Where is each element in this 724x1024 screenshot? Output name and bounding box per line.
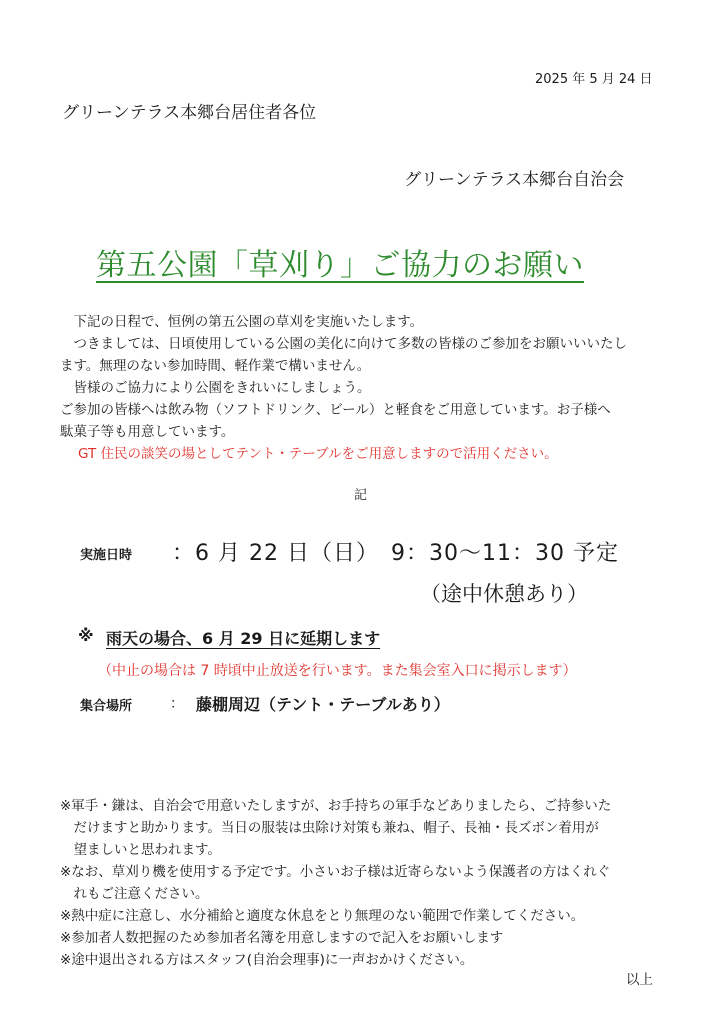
note-line: ※軍手・鎌は、自治会で用意いたしますが、お手持ちの軍手などありましたら、ご持参いた (60, 798, 612, 814)
document-date: 2025 年 5 月 24 日 (535, 72, 653, 87)
body-line: 皆様のご協力により公園をきれいにしましょう。 (60, 380, 371, 396)
addressee: グリーンテラス本郷台居住者各位 (62, 103, 317, 123)
note-line: れもご注意ください。 (60, 886, 209, 902)
body-line: ご参加の皆様へは飲み物（ソフトドリンク、ビール）と軽食をご用意しています。お子様へ (60, 402, 611, 418)
place-colon: ： (170, 696, 184, 712)
note-line: ※途中退出される方はスタッフ(自治会理事)に一声おかけください。 (60, 952, 474, 968)
body-line: つきましては、日頃使用している公園の美化に向けて多数の皆様のご参加をお願いいいたし (60, 336, 627, 352)
note-line: ※なお、草刈り機を使用する予定です。小さいお子様は近寄らないよう保護者の方はくれぐ (60, 864, 611, 880)
body-line: 駄菓子等も用意しています。 (60, 424, 235, 440)
break-note: （途中休憩あり） (420, 582, 588, 606)
cancel-note: （中止の場合は 7 時頃中止放送を行います。また集会室入口に掲示します） (98, 663, 577, 679)
body-line: 下記の日程で、恒例の第五公園の草刈を実施いたします。 (60, 314, 424, 330)
sender: グリーンテラス本郷台自治会 (404, 170, 625, 190)
closing: 以上 (626, 972, 653, 988)
note-line: ※参加者人数把握のため参加者名簿を用意しますので記入をお願いします (60, 930, 504, 946)
place-label: 集合場所 (80, 699, 133, 714)
body-line-highlight: GT 住民の談笑の場としてテント・テーブルをご用意しますので活用ください。 (78, 446, 558, 462)
place-value: 藤棚周辺（テント・テーブルあり） (196, 695, 450, 714)
note-line: だけますと助かります。当日の服装は虫除け対策も兼ね、帽子、長袖・長ズボン着用が (60, 820, 599, 836)
body-line: ます。無理のない参加時間、軽作業で構いません。 (60, 358, 371, 374)
rain-postpone-text: 雨天の場合、6 月 29 日に延期します (106, 629, 381, 648)
schedule-label: 実施日時 (80, 548, 133, 563)
rain-mark: ※ (78, 626, 94, 645)
schedule-value: ：6 月 22 日（日） 9：30～11：30 予定 (172, 541, 619, 566)
ki-heading: 記 (354, 488, 368, 503)
note-line: 望ましいと思われます。 (60, 842, 221, 858)
note-line: ※熱中症に注意し、水分補給と適度な休息をとり無理のない範囲で作業してください。 (60, 908, 585, 924)
document-title: 第五公園「草刈り」ご協力のお願い (96, 248, 584, 283)
